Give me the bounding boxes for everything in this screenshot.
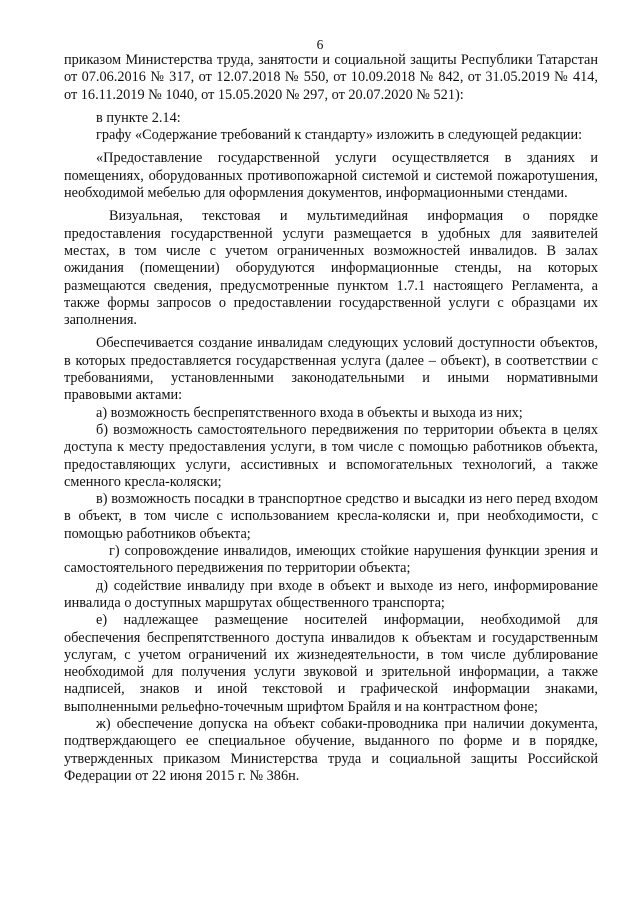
list-item-d: д) содействие инвалиду при входе в объект и выходе из него, информирование инвалида о доступных маршрутах общественного транспорта; (64, 577, 598, 611)
list-item-g: г) сопровождение инвалидов, имеющих стойкие нарушения функции зрения и самостоятельного передвижения по территории объекта; (64, 543, 598, 577)
list-item-b: б) возможность самостоятельного передвижения по территории объекта в целях доступа к месту предоставления услуги, в том числе с помощью работников объекта, предоставляющих услуги, ассистивных и вспомогательных технологий, а также сменного кресла-коляски; (64, 421, 598, 490)
paragraph-accessibility-conditions: Обеспечивается создание инвалидам следующих условий доступности объектов, в которых предоставляется государственная услуга (далее – объект), в соответствии с требованиями, установленными законодательными и иными нормативными правовыми актами: (64, 335, 598, 404)
paragraph-visual-information: Визуальная, текстовая и мультимедийная информация о порядке предоставления государственной услуги размещается в удобных для заявителей местах, в том числе с учетом ограниченных возможностей инвалидов. В залах ожидания (помещении) оборудуются информационные стенды, на которых размещаются сведения, предусмотренные пунктом 1.7.1 настоящего Регламента, а также формы запросов о предоставлении государственной услуги с образцами их заполнения. (64, 208, 598, 329)
page-number: 6 (316, 37, 324, 52)
paragraph-premises: «Предоставление государственной услуги осуществляется в зданиях и помещениях, оборудованных противопожарной системой и системой пожаротушения, необходимой мебелью для оформления документов, информационными стендами. (64, 150, 598, 202)
list-item-e: е) надлежащее размещение носителей информации, необходимой для обеспечения беспрепятственного доступа инвалидов к объектам и государственным услугам, с учетом ограничений их жизнедеятельности, в том числе дублирование необходимой для получения услуги звуковой и зрительной информации, а также надписей, знаков и иной текстовой и графической информации знаками, выполненными рельефно-точечным шрифтом Брайля и на контрастном фоне; (64, 612, 598, 715)
list-item-v: в) возможность посадки в транспортное средство и высадки из него перед входом в объект, в том числе с использованием кресла-коляски и, при необходимости, с помощью работников объекта; (64, 491, 598, 542)
list-item-a: а) возможность беспрепятственного входа в объекты и выхода из них; (96, 404, 523, 421)
paragraph-column-instruction: графу «Содержание требований к стандарту» изложить в следующей редакции: (96, 127, 583, 144)
list-item-zh: ж) обеспечение допуска на объект собаки-проводника при наличии документа, подтверждающего ее специальное обучение, выданного по форме и в порядке, утвержденных приказом Министерства труда и социальной защиты Российской Федерации от 22 июня 2015 г. № 386н. (64, 715, 598, 784)
paragraph-item-2-14: в пункте 2.14: (96, 109, 181, 126)
document-body (64, 52, 598, 785)
paragraph-order-reference: приказом Министерства труда, занятости и социальной защиты Республики Татарстан от 07.06.2016 № 317, от 12.07.2018 № 550, от 10.09.2018 № 842, от 31.05.2019 № 414, от 16.11.2019 № 1040, от 15.05.2020 № 297, от 20.07.2020 № 521): (64, 52, 598, 103)
